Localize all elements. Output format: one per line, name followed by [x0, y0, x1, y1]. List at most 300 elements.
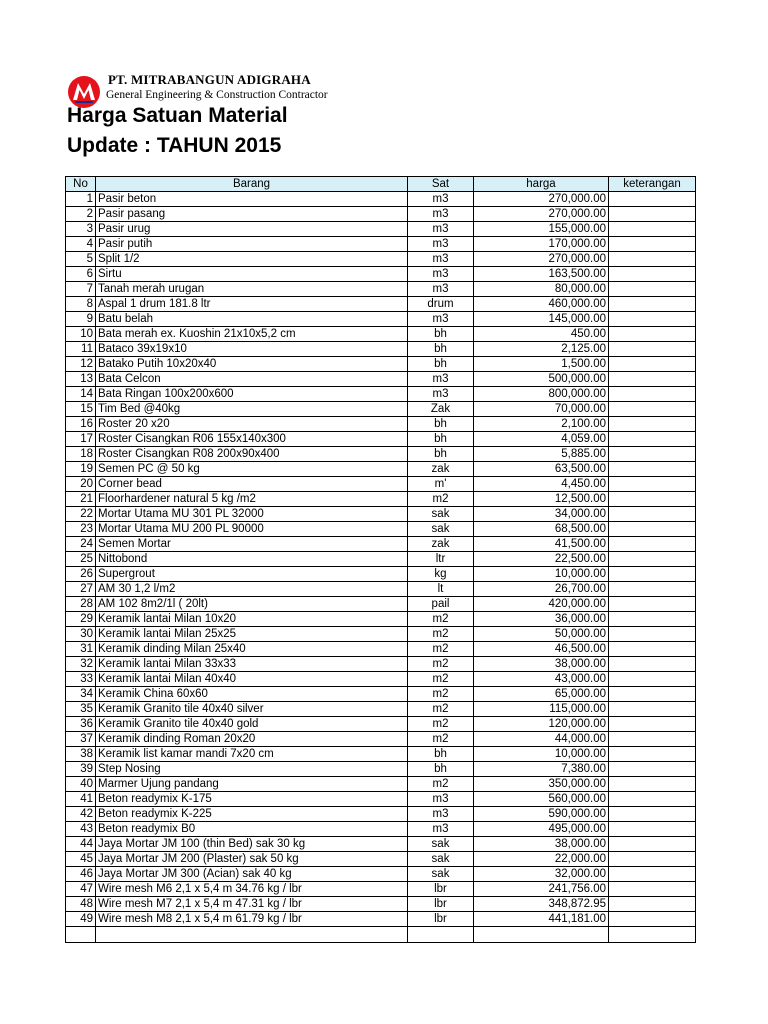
cell-keterangan — [609, 432, 696, 447]
table-row — [66, 372, 696, 387]
cell-barang: Tanah merah urugan — [96, 282, 408, 297]
cell-no: 34 — [66, 687, 96, 702]
cell-sat: m3 — [408, 267, 474, 282]
cell-harga: 4,450.00 — [474, 477, 609, 492]
cell-harga: 120,000.00 — [474, 717, 609, 732]
cell-no: 44 — [66, 837, 96, 852]
table-row — [66, 387, 696, 402]
table-row — [66, 672, 696, 687]
cell-barang: Jaya Mortar JM 100 (thin Bed) sak 30 kg — [96, 837, 408, 852]
table-row — [66, 852, 696, 867]
cell-sat: bh — [408, 327, 474, 342]
cell-no: 36 — [66, 717, 96, 732]
header-no: No — [66, 177, 96, 192]
cell-harga: 36,000.00 — [474, 612, 609, 627]
cell-keterangan — [609, 492, 696, 507]
cell-keterangan — [609, 822, 696, 837]
cell-keterangan — [609, 732, 696, 747]
cell-sat: bh — [408, 747, 474, 762]
cell-sat: kg — [408, 567, 474, 582]
cell-empty — [408, 927, 474, 943]
cell-harga: 38,000.00 — [474, 657, 609, 672]
cell-barang: Keramik Granito tile 40x40 gold — [96, 717, 408, 732]
cell-no: 35 — [66, 702, 96, 717]
cell-sat: m3 — [408, 312, 474, 327]
cell-no: 43 — [66, 822, 96, 837]
cell-harga: 155,000.00 — [474, 222, 609, 237]
table-row — [66, 417, 696, 432]
cell-sat: bh — [408, 432, 474, 447]
cell-barang: Split 1/2 — [96, 252, 408, 267]
cell-barang: Keramik lantai Milan 40x40 — [96, 672, 408, 687]
cell-harga: 500,000.00 — [474, 372, 609, 387]
cell-sat: m2 — [408, 672, 474, 687]
cell-harga: 270,000.00 — [474, 252, 609, 267]
cell-barang: Keramik lantai Milan 10x20 — [96, 612, 408, 627]
table-row — [66, 222, 696, 237]
price-table — [65, 176, 696, 943]
table-row — [66, 837, 696, 852]
cell-keterangan — [609, 402, 696, 417]
cell-no: 12 — [66, 357, 96, 372]
cell-keterangan — [609, 777, 696, 792]
cell-sat: m3 — [408, 282, 474, 297]
cell-sat: m2 — [408, 717, 474, 732]
cell-sat: sak — [408, 522, 474, 537]
cell-harga: 43,000.00 — [474, 672, 609, 687]
cell-no: 19 — [66, 462, 96, 477]
cell-sat: m3 — [408, 372, 474, 387]
table-row — [66, 747, 696, 762]
cell-barang: Wire mesh M7 2,1 x 5,4 m 47.31 kg / lbr — [96, 897, 408, 912]
cell-barang: Wire mesh M8 2,1 x 5,4 m 61.79 kg / lbr — [96, 912, 408, 927]
cell-harga: 450.00 — [474, 327, 609, 342]
cell-barang: Beton readymix K-225 — [96, 807, 408, 822]
table-row — [66, 627, 696, 642]
cell-sat: lbr — [408, 897, 474, 912]
cell-keterangan — [609, 222, 696, 237]
cell-harga: 2,100.00 — [474, 417, 609, 432]
cell-no: 42 — [66, 807, 96, 822]
cell-no: 30 — [66, 627, 96, 642]
cell-no: 21 — [66, 492, 96, 507]
cell-no: 46 — [66, 867, 96, 882]
cell-barang: Marmer Ujung pandang — [96, 777, 408, 792]
cell-sat: m3 — [408, 792, 474, 807]
table-row — [66, 657, 696, 672]
cell-barang: Semen Mortar — [96, 537, 408, 552]
table-row — [66, 567, 696, 582]
table-row — [66, 912, 696, 927]
cell-no: 49 — [66, 912, 96, 927]
cell-harga: 34,000.00 — [474, 507, 609, 522]
table-row — [66, 522, 696, 537]
table-row — [66, 897, 696, 912]
cell-keterangan — [609, 657, 696, 672]
cell-sat: drum — [408, 297, 474, 312]
cell-keterangan — [609, 702, 696, 717]
table-row — [66, 867, 696, 882]
cell-sat: m3 — [408, 192, 474, 207]
cell-harga: 46,500.00 — [474, 642, 609, 657]
cell-harga: 420,000.00 — [474, 597, 609, 612]
cell-keterangan — [609, 582, 696, 597]
cell-no: 29 — [66, 612, 96, 627]
cell-barang: Wire mesh M6 2,1 x 5,4 m 34.76 kg / lbr — [96, 882, 408, 897]
cell-barang: AM 102 8m2/1l ( 20lt) — [96, 597, 408, 612]
cell-keterangan — [609, 507, 696, 522]
cell-sat: lt — [408, 582, 474, 597]
cell-barang: Batu belah — [96, 312, 408, 327]
cell-sat: m3 — [408, 252, 474, 267]
cell-sat: sak — [408, 837, 474, 852]
cell-barang: Keramik dinding Milan 25x40 — [96, 642, 408, 657]
cell-harga: 241,756.00 — [474, 882, 609, 897]
cell-sat: lbr — [408, 912, 474, 927]
cell-keterangan — [609, 867, 696, 882]
table-row — [66, 192, 696, 207]
cell-sat: m2 — [408, 627, 474, 642]
cell-harga: 38,000.00 — [474, 837, 609, 852]
cell-harga: 32,000.00 — [474, 867, 609, 882]
cell-barang: Bata Celcon — [96, 372, 408, 387]
table-row — [66, 267, 696, 282]
cell-sat: sak — [408, 867, 474, 882]
page-subtitle: Update : TAHUN 2015 — [67, 134, 282, 157]
cell-barang: Pasir putih — [96, 237, 408, 252]
cell-sat: bh — [408, 357, 474, 372]
cell-harga: 5,885.00 — [474, 447, 609, 462]
cell-empty — [474, 927, 609, 943]
cell-barang: Keramik Granito tile 40x40 silver — [96, 702, 408, 717]
cell-no: 41 — [66, 792, 96, 807]
cell-no: 8 — [66, 297, 96, 312]
cell-harga: 68,500.00 — [474, 522, 609, 537]
table-row — [66, 537, 696, 552]
cell-sat: m2 — [408, 642, 474, 657]
cell-keterangan — [609, 327, 696, 342]
cell-no: 31 — [66, 642, 96, 657]
cell-harga: 560,000.00 — [474, 792, 609, 807]
cell-keterangan — [609, 357, 696, 372]
cell-sat: m' — [408, 477, 474, 492]
cell-harga: 22,500.00 — [474, 552, 609, 567]
cell-keterangan — [609, 207, 696, 222]
cell-barang: AM 30 1,2 l/m2 — [96, 582, 408, 597]
cell-no: 11 — [66, 342, 96, 357]
cell-keterangan — [609, 597, 696, 612]
cell-barang: Bata Ringan 100x200x600 — [96, 387, 408, 402]
cell-barang: Keramik lantai Milan 25x25 — [96, 627, 408, 642]
cell-keterangan — [609, 897, 696, 912]
table-row — [66, 447, 696, 462]
cell-no: 4 — [66, 237, 96, 252]
cell-barang: Roster Cisangkan R06 155x140x300 — [96, 432, 408, 447]
cell-barang: Corner bead — [96, 477, 408, 492]
table-row — [66, 507, 696, 522]
cell-keterangan — [609, 447, 696, 462]
cell-sat: bh — [408, 342, 474, 357]
cell-harga: 12,500.00 — [474, 492, 609, 507]
cell-sat: m3 — [408, 222, 474, 237]
cell-harga: 50,000.00 — [474, 627, 609, 642]
cell-barang: Floorhardener natural 5 kg /m2 — [96, 492, 408, 507]
table-row — [66, 237, 696, 252]
cell-barang: Beton readymix K-175 — [96, 792, 408, 807]
cell-empty — [609, 927, 696, 943]
table-row — [66, 642, 696, 657]
cell-no: 18 — [66, 447, 96, 462]
cell-keterangan — [609, 552, 696, 567]
cell-barang: Nittobond — [96, 552, 408, 567]
cell-harga: 1,500.00 — [474, 357, 609, 372]
cell-no: 27 — [66, 582, 96, 597]
cell-harga: 44,000.00 — [474, 732, 609, 747]
cell-no: 47 — [66, 882, 96, 897]
cell-no: 5 — [66, 252, 96, 267]
cell-sat: m2 — [408, 492, 474, 507]
cell-harga: 63,500.00 — [474, 462, 609, 477]
cell-barang: Keramik list kamar mandi 7x20 cm — [96, 747, 408, 762]
cell-barang: Jaya Mortar JM 300 (Acian) sak 40 kg — [96, 867, 408, 882]
cell-sat: sak — [408, 507, 474, 522]
cell-sat: bh — [408, 762, 474, 777]
cell-no: 2 — [66, 207, 96, 222]
cell-keterangan — [609, 537, 696, 552]
cell-empty — [96, 927, 408, 943]
cell-harga: 270,000.00 — [474, 207, 609, 222]
cell-no: 13 — [66, 372, 96, 387]
cell-no: 26 — [66, 567, 96, 582]
table-row — [66, 342, 696, 357]
cell-barang: Batako Putih 10x20x40 — [96, 357, 408, 372]
cell-no: 32 — [66, 657, 96, 672]
cell-no: 33 — [66, 672, 96, 687]
cell-keterangan — [609, 717, 696, 732]
cell-barang: Bataco 39x19x10 — [96, 342, 408, 357]
cell-harga: 170,000.00 — [474, 237, 609, 252]
cell-sat: m2 — [408, 657, 474, 672]
cell-no: 6 — [66, 267, 96, 282]
cell-sat: Zak — [408, 402, 474, 417]
cell-no: 40 — [66, 777, 96, 792]
table-row — [66, 777, 696, 792]
cell-keterangan — [609, 882, 696, 897]
cell-barang: Keramik dinding Roman 20x20 — [96, 732, 408, 747]
table-row — [66, 597, 696, 612]
cell-no: 39 — [66, 762, 96, 777]
cell-keterangan — [609, 282, 696, 297]
cell-harga: 441,181.00 — [474, 912, 609, 927]
cell-keterangan — [609, 807, 696, 822]
cell-keterangan — [609, 642, 696, 657]
cell-keterangan — [609, 912, 696, 927]
cell-sat: m2 — [408, 612, 474, 627]
cell-sat: bh — [408, 447, 474, 462]
cell-sat: m2 — [408, 777, 474, 792]
cell-sat: m3 — [408, 237, 474, 252]
cell-no: 14 — [66, 387, 96, 402]
cell-harga: 590,000.00 — [474, 807, 609, 822]
cell-barang: Pasir urug — [96, 222, 408, 237]
table-row — [66, 477, 696, 492]
cell-harga: 460,000.00 — [474, 297, 609, 312]
cell-sat: m3 — [408, 807, 474, 822]
cell-keterangan — [609, 852, 696, 867]
cell-keterangan — [609, 762, 696, 777]
cell-harga: 7,380.00 — [474, 762, 609, 777]
table-row — [66, 402, 696, 417]
cell-harga: 350,000.00 — [474, 777, 609, 792]
cell-barang: Pasir pasang — [96, 207, 408, 222]
cell-keterangan — [609, 672, 696, 687]
table-row — [66, 807, 696, 822]
cell-no: 24 — [66, 537, 96, 552]
table-row — [66, 822, 696, 837]
cell-harga: 348,872.95 — [474, 897, 609, 912]
table-row — [66, 882, 696, 897]
cell-harga: 70,000.00 — [474, 402, 609, 417]
cell-harga: 2,125.00 — [474, 342, 609, 357]
header-sat: Sat — [408, 177, 474, 192]
cell-harga: 10,000.00 — [474, 567, 609, 582]
cell-sat: bh — [408, 417, 474, 432]
table-row — [66, 612, 696, 627]
cell-no: 1 — [66, 192, 96, 207]
cell-keterangan — [609, 567, 696, 582]
table-row — [66, 582, 696, 597]
cell-harga: 65,000.00 — [474, 687, 609, 702]
cell-sat: m3 — [408, 387, 474, 402]
cell-barang: Semen PC @ 50 kg — [96, 462, 408, 477]
cell-no: 17 — [66, 432, 96, 447]
cell-barang: Keramik China 60x60 — [96, 687, 408, 702]
cell-harga: 26,700.00 — [474, 582, 609, 597]
cell-no: 28 — [66, 597, 96, 612]
page-title: Harga Satuan Material — [67, 104, 288, 127]
cell-empty — [66, 927, 96, 943]
table-row — [66, 702, 696, 717]
cell-sat: sak — [408, 852, 474, 867]
cell-keterangan — [609, 417, 696, 432]
cell-keterangan — [609, 372, 696, 387]
cell-sat: m3 — [408, 207, 474, 222]
cell-barang: Beton readymix B0 — [96, 822, 408, 837]
cell-keterangan — [609, 387, 696, 402]
cell-harga: 4,059.00 — [474, 432, 609, 447]
cell-barang: Step Nosing — [96, 762, 408, 777]
cell-no: 16 — [66, 417, 96, 432]
cell-harga: 495,000.00 — [474, 822, 609, 837]
cell-barang: Pasir beton — [96, 192, 408, 207]
cell-harga: 270,000.00 — [474, 192, 609, 207]
table-row — [66, 207, 696, 222]
cell-keterangan — [609, 462, 696, 477]
cell-no: 7 — [66, 282, 96, 297]
cell-no: 25 — [66, 552, 96, 567]
cell-sat: m2 — [408, 732, 474, 747]
cell-harga: 80,000.00 — [474, 282, 609, 297]
cell-keterangan — [609, 837, 696, 852]
cell-no: 22 — [66, 507, 96, 522]
cell-no: 48 — [66, 897, 96, 912]
header-harga: harga — [474, 177, 609, 192]
table-header-row — [66, 177, 696, 192]
table-row — [66, 282, 696, 297]
cell-harga: 22,000.00 — [474, 852, 609, 867]
cell-barang: Jaya Mortar JM 200 (Plaster) sak 50 kg — [96, 852, 408, 867]
table-row — [66, 492, 696, 507]
cell-sat: m3 — [408, 822, 474, 837]
cell-harga: 115,000.00 — [474, 702, 609, 717]
cell-keterangan — [609, 237, 696, 252]
cell-harga: 10,000.00 — [474, 747, 609, 762]
table-row — [66, 462, 696, 477]
cell-keterangan — [609, 477, 696, 492]
cell-keterangan — [609, 267, 696, 282]
table-row — [66, 732, 696, 747]
table-row — [66, 762, 696, 777]
cell-no: 20 — [66, 477, 96, 492]
cell-no: 15 — [66, 402, 96, 417]
cell-barang: Keramik lantai Milan 33x33 — [96, 657, 408, 672]
cell-barang: Roster 20 x20 — [96, 417, 408, 432]
company-tagline: General Engineering & Construction Contractor — [106, 89, 328, 101]
cell-no: 23 — [66, 522, 96, 537]
cell-keterangan — [609, 687, 696, 702]
header-barang: Barang — [96, 177, 408, 192]
table-body — [66, 192, 696, 943]
table-row — [66, 327, 696, 342]
cell-harga: 163,500.00 — [474, 267, 609, 282]
cell-harga: 41,500.00 — [474, 537, 609, 552]
table-row-empty — [66, 927, 696, 943]
cell-sat: m2 — [408, 687, 474, 702]
cell-sat: zak — [408, 462, 474, 477]
cell-sat: zak — [408, 537, 474, 552]
cell-keterangan — [609, 312, 696, 327]
company-name: PT. MITRABANGUN ADIGRAHA — [108, 72, 311, 87]
cell-keterangan — [609, 192, 696, 207]
cell-sat: lbr — [408, 882, 474, 897]
table-row — [66, 312, 696, 327]
table-row — [66, 792, 696, 807]
cell-sat: pail — [408, 597, 474, 612]
cell-barang: Bata merah ex. Kuoshin 21x10x5,2 cm — [96, 327, 408, 342]
cell-no: 37 — [66, 732, 96, 747]
cell-sat: ltr — [408, 552, 474, 567]
cell-barang: Roster Cisangkan R08 200x90x400 — [96, 447, 408, 462]
table-row — [66, 357, 696, 372]
cell-harga: 145,000.00 — [474, 312, 609, 327]
cell-barang: Aspal 1 drum 181.8 ltr — [96, 297, 408, 312]
table-row — [66, 432, 696, 447]
cell-no: 38 — [66, 747, 96, 762]
cell-keterangan — [609, 522, 696, 537]
cell-barang: Sirtu — [96, 267, 408, 282]
cell-barang: Tim Bed @40kg — [96, 402, 408, 417]
cell-no: 10 — [66, 327, 96, 342]
cell-keterangan — [609, 792, 696, 807]
header-keterangan: keterangan — [609, 177, 696, 192]
cell-no: 3 — [66, 222, 96, 237]
cell-barang: Mortar Utama MU 301 PL 32000 — [96, 507, 408, 522]
cell-keterangan — [609, 747, 696, 762]
cell-no: 9 — [66, 312, 96, 327]
cell-keterangan — [609, 627, 696, 642]
cell-harga: 800,000.00 — [474, 387, 609, 402]
cell-keterangan — [609, 252, 696, 267]
